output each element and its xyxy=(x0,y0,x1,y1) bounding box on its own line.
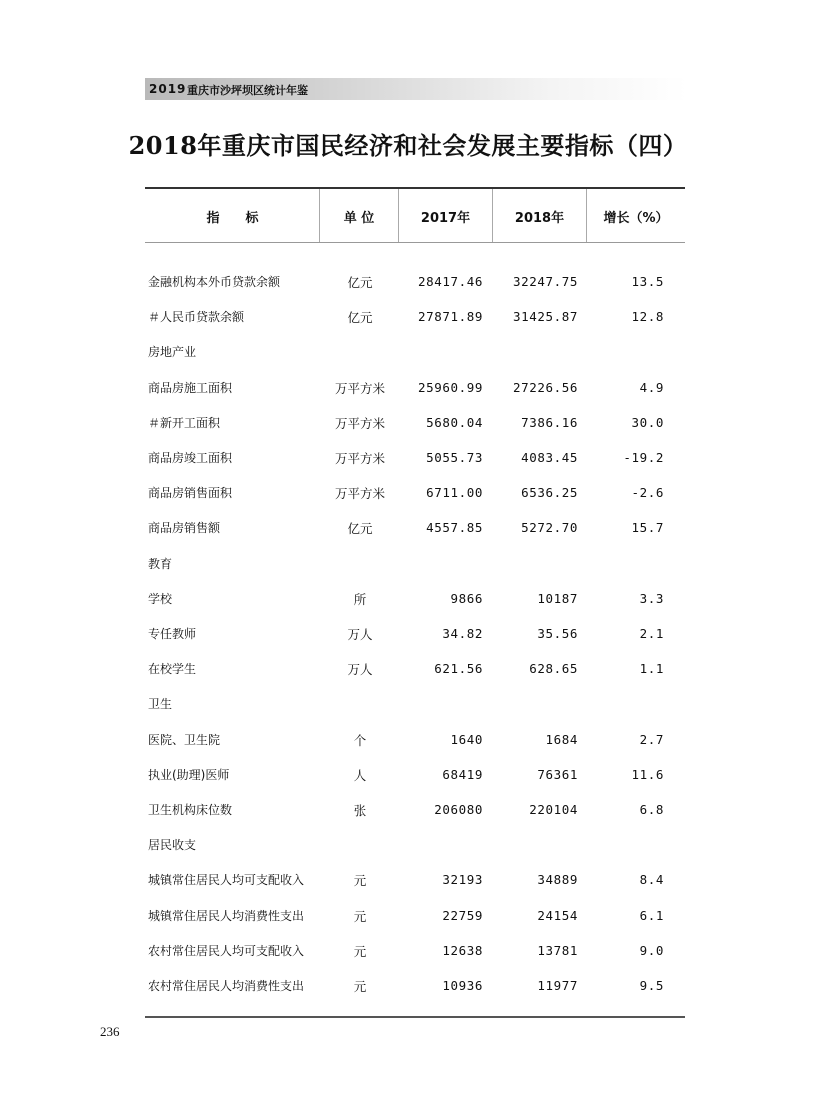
header-year: 2019 xyxy=(149,82,187,96)
row-value-2018: 76361 xyxy=(537,767,578,782)
row-unit: 张 xyxy=(353,803,367,818)
row-value-2018: 7386.16 xyxy=(521,415,578,430)
table-row xyxy=(145,379,685,399)
table-row xyxy=(145,590,685,610)
table-row xyxy=(145,942,685,962)
row-label: ＃新开工面积 xyxy=(148,416,221,430)
row-unit: 亿元 xyxy=(347,275,373,290)
table-row xyxy=(145,625,685,645)
row-label: 医院、卫生院 xyxy=(148,733,221,747)
table-row xyxy=(145,766,685,786)
row-value-2018: 10187 xyxy=(537,591,578,606)
table-row xyxy=(145,660,685,680)
row-growth: 8.4 xyxy=(639,872,664,887)
row-label: 城镇常住居民人均可支配收入 xyxy=(148,873,305,887)
table-row xyxy=(145,871,685,891)
table-row xyxy=(145,484,685,504)
row-growth: 2.7 xyxy=(639,732,664,747)
column-header-2017: 2017年 xyxy=(420,211,471,226)
header-book-title: 重庆市沙坪坝区统计年鉴 xyxy=(187,84,308,97)
row-label: 城镇常住居民人均消费性支出 xyxy=(148,909,305,923)
row-value-2018: 31425.87 xyxy=(512,309,578,324)
row-growth: 11.6 xyxy=(631,767,664,782)
row-unit: 万平方米 xyxy=(334,381,385,396)
row-value-2018: 32247.75 xyxy=(512,274,578,289)
row-value-2018: 6536.25 xyxy=(521,485,578,500)
row-label: 在校学生 xyxy=(148,662,197,676)
row-value-2017: 25960.99 xyxy=(417,380,483,395)
table-row xyxy=(145,836,685,856)
row-label: 商品房销售额 xyxy=(148,521,221,535)
row-unit: 元 xyxy=(353,944,367,959)
row-unit: 元 xyxy=(353,979,367,994)
row-value-2018: 1684 xyxy=(545,732,578,747)
row-value-2018: 24154 xyxy=(537,908,578,923)
table-row xyxy=(145,273,685,293)
row-growth: 6.8 xyxy=(639,802,664,817)
row-value-2018: 27226.56 xyxy=(512,380,578,395)
row-label: 农村常住居民人均消费性支出 xyxy=(148,979,305,993)
column-header-indicator: 指 标 xyxy=(206,211,259,226)
row-growth: 12.8 xyxy=(631,309,664,324)
row-value-2018: 4083.45 xyxy=(521,450,578,465)
row-value-2017: 68419 xyxy=(442,767,483,782)
row-growth: 2.1 xyxy=(639,626,664,641)
row-growth: 13.5 xyxy=(631,274,664,289)
table-row xyxy=(145,977,685,997)
table-row xyxy=(145,519,685,539)
row-growth: 30.0 xyxy=(631,415,664,430)
row-value-2017: 22759 xyxy=(442,908,483,923)
row-value-2018: 5272.70 xyxy=(521,520,578,535)
row-value-2017: 34.82 xyxy=(442,626,483,641)
row-value-2017: 621.56 xyxy=(434,661,483,676)
row-growth: 6.1 xyxy=(639,908,664,923)
row-label: 居民收支 xyxy=(148,838,197,852)
row-unit: 亿元 xyxy=(347,521,373,536)
page-title: 2018年重庆市国民经济和社会发展主要指标（四） xyxy=(128,131,688,160)
row-growth: -19.2 xyxy=(623,450,664,465)
page-number: 236 xyxy=(100,1024,120,1039)
row-value-2017: 5680.04 xyxy=(426,415,483,430)
row-unit: 人 xyxy=(353,768,367,783)
row-unit: 万平方米 xyxy=(334,486,385,501)
row-unit: 万平方米 xyxy=(334,451,385,466)
row-label: 学校 xyxy=(148,592,173,606)
row-label: ＃人民币贷款余额 xyxy=(148,310,245,324)
row-label: 商品房施工面积 xyxy=(148,381,233,395)
row-label: 专任教师 xyxy=(148,627,197,641)
row-label: 商品房竣工面积 xyxy=(148,451,233,465)
table-row xyxy=(145,308,685,328)
row-growth: 9.5 xyxy=(639,978,664,993)
row-value-2017: 206080 xyxy=(434,802,483,817)
row-value-2017: 12638 xyxy=(442,943,483,958)
row-label: 金融机构本外币贷款余额 xyxy=(148,275,281,289)
row-value-2017: 6711.00 xyxy=(426,485,483,500)
row-growth: 15.7 xyxy=(631,520,664,535)
row-unit: 元 xyxy=(353,873,367,888)
row-unit: 万人 xyxy=(347,627,373,642)
table-header-rule xyxy=(145,242,685,243)
row-value-2018: 220104 xyxy=(529,802,578,817)
row-value-2017: 10936 xyxy=(442,978,483,993)
row-unit: 亿元 xyxy=(347,310,373,325)
row-value-2018: 34889 xyxy=(537,872,578,887)
row-growth: 4.9 xyxy=(639,380,664,395)
table-row xyxy=(145,695,685,715)
row-value-2018: 35.56 xyxy=(537,626,578,641)
row-label: 卫生机构床位数 xyxy=(148,803,233,817)
table-row xyxy=(145,801,685,821)
row-value-2017: 9866 xyxy=(450,591,483,606)
row-unit: 个 xyxy=(353,733,367,748)
column-header-unit: 单 位 xyxy=(343,211,375,226)
row-value-2017: 4557.85 xyxy=(426,520,483,535)
row-label: 商品房销售面积 xyxy=(148,486,233,500)
table-row xyxy=(145,414,685,434)
row-growth: 9.0 xyxy=(639,943,664,958)
row-value-2018: 13781 xyxy=(537,943,578,958)
table-row xyxy=(145,731,685,751)
table-row xyxy=(145,449,685,469)
row-label: 房地产业 xyxy=(148,345,197,359)
row-growth: 1.1 xyxy=(639,661,664,676)
row-unit: 万平方米 xyxy=(334,416,385,431)
row-label: 卫生 xyxy=(148,697,173,711)
row-label: 教育 xyxy=(148,557,173,571)
row-label: 执业(助理)医师 xyxy=(148,768,230,782)
row-value-2017: 27871.89 xyxy=(417,309,483,324)
table-row xyxy=(145,555,685,575)
row-label: 农村常住居民人均可支配收入 xyxy=(148,944,305,958)
column-header-2018: 2018年 xyxy=(514,211,565,226)
row-value-2017: 5055.73 xyxy=(426,450,483,465)
row-unit: 万人 xyxy=(347,662,373,677)
row-growth: -2.6 xyxy=(631,485,664,500)
row-unit: 所 xyxy=(353,592,367,607)
row-value-2018: 628.65 xyxy=(529,661,578,676)
table-top-rule xyxy=(145,187,685,189)
column-header-growth: 增长（%） xyxy=(603,211,669,226)
row-value-2017: 32193 xyxy=(442,872,483,887)
table-bottom-rule xyxy=(145,1016,685,1018)
table-row xyxy=(145,907,685,927)
row-growth: 3.3 xyxy=(639,591,664,606)
row-value-2017: 1640 xyxy=(450,732,483,747)
row-value-2018: 11977 xyxy=(537,978,578,993)
table-row xyxy=(145,343,685,363)
row-unit: 元 xyxy=(353,909,367,924)
row-value-2017: 28417.46 xyxy=(417,274,483,289)
